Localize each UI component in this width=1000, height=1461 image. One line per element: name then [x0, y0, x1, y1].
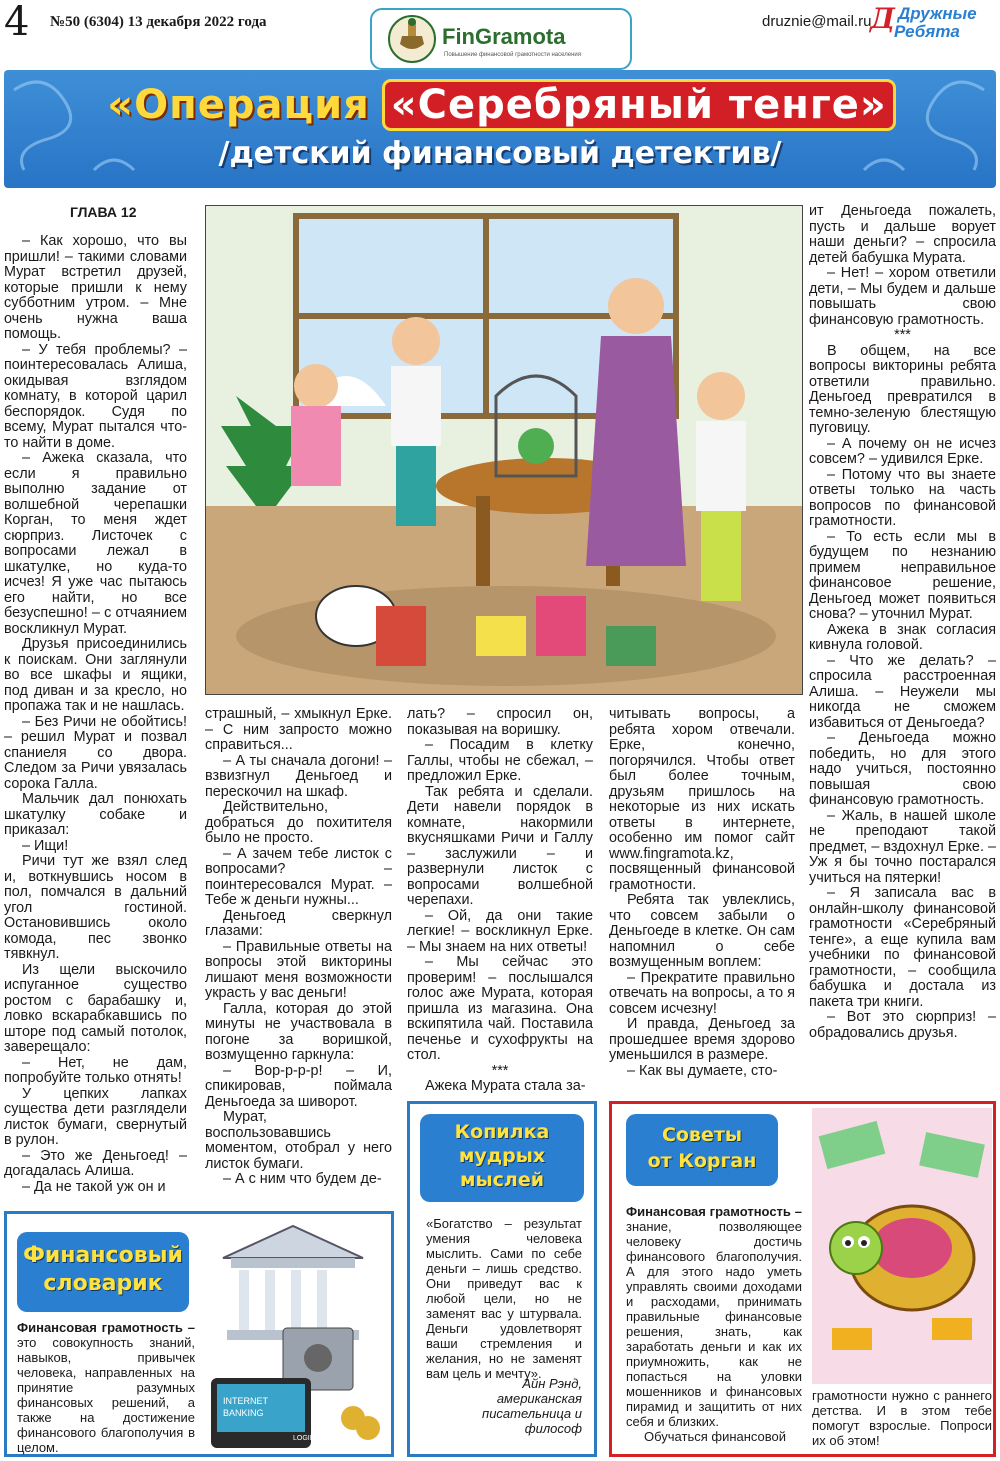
paragraph: Из щели выскочило испуганное существо ростом с барабашку и, ловко вскарабкавшись по шторе под самый потолок, заверещало: [4, 961, 187, 1055]
separator: *** [894, 327, 911, 343]
paragraph: – Что же делать? – спросила расстроенная Алиша. – Неужели мы никогда не сможем избавиться от Деньгоеда? [809, 652, 996, 731]
paragraph: – А с ним что будем де- [223, 1171, 382, 1187]
dictionary-title-line1: Финансовый [23, 1243, 183, 1268]
story-illustration [205, 205, 803, 695]
article-column-4 [609, 707, 795, 1079]
paragraph: В общем, на все вопросы викторины ребята ответили правильно. Деньгоед превратился в темно-зеленую блестящую пуговицу. [809, 342, 996, 436]
article-column-3 [407, 707, 593, 1095]
paragraph: Так ребята и сделали. Дети навели порядок в комнате, накормили вкусняшками Ричи и Галлу – заслужили – и развернули листок с вопросами волшебной черепахи. [407, 783, 593, 908]
advice-text [626, 1204, 802, 1444]
paragraph: – То есть если мы в будущем по незнанию примем неправильное финансовое решение, Деньгоед может появиться снова? – уточнил Мурат. [809, 528, 996, 622]
badge-subtitle: Повышение финансовой грамотности населения [444, 52, 581, 58]
title-banner [4, 70, 996, 188]
quote-title-line2: мудрых [458, 1145, 546, 1167]
brand-bottom: Ребята [894, 22, 960, 41]
chapter-heading: ГЛАВА 12 [70, 204, 137, 220]
logo-letter-icon: Д [870, 2, 895, 35]
paragraph: – Жаль, в нашей школе не преподают такой предмет, – вздохнул Ерке. – Уж я бы точно постарался учиться на пятерки! [809, 807, 996, 886]
paragraph: – А ты сначала догони! – взвизгнул Деньгоед и перескочил на шкаф. [205, 752, 392, 800]
paragraph: – Вот это сюрприз! – обрадовались друзья. [809, 1009, 996, 1041]
paragraph: Ричи тут же взял след и, воткнувшись носом в пол, помчался в дальний угол гостиной. Остановившись около комода, пес звонко тявкнул. [4, 853, 187, 962]
paragraph: Ребята так увлеклись, что совсем забыли о Деньгоеде в клетке. Он сам напомнил о себе возмущенным воплем: [609, 892, 795, 970]
paragraph: ит Деньгоеда пожалеть, пусть и дальше ворует наши деньги? – спросила детей бабушка Мурата. [809, 203, 996, 266]
advice-title [626, 1114, 778, 1186]
laptop-text-1: INTERNET [223, 1396, 268, 1406]
paragraph: – Я записала вас в онлайн-школу финансовой грамотности «Серебряный тенге», а еще купила вам учебники по финансовой грамотности, – сообщила бабушка и достала из пакета три книги. [809, 885, 996, 1010]
quote-title-line3: мыслей [459, 1169, 545, 1191]
page-number: 4 [4, 0, 30, 45]
dictionary-term: Финансовая грамотность – [17, 1320, 195, 1335]
advice-body: знание, позволяющее человеку достичь финансового благополучия. А для этого надо уметь управлять своими доходами и расходами, принимать правильные финансовые решения, знать, как заработать деньги и как их приумножить, как не попасться на уловки мошенников и финансовых пирамид и защитить от них себя и близких. [626, 1219, 802, 1429]
paragraph: Деньгоед сверкнул глазами: [205, 907, 392, 939]
quote-author [426, 1376, 582, 1436]
paragraph: И правда, Деньгоед за прошедшее время здорово уменьшился в размере. [609, 1016, 795, 1063]
paragraph: – Без Ричи не обойтись! – решил Мурат и позвал спаниеля со двора. Следом за Ричи увязалась сорока Галла. [4, 713, 187, 792]
paragraph: – А зачем тебе листок с вопросами? – поинтересовался Мурат. – Тебе ж деньги нужны... [205, 845, 392, 908]
advice-text-continued: грамотности нужно с раннего детства. И в этом тебе помогут взрослые. Попроси их об этом! [812, 1388, 992, 1448]
paragraph: – Потому что вы знаете ответы только на часть вопросов по финансовой грамотности. [809, 466, 996, 529]
dictionary-box [4, 1211, 394, 1457]
paragraph: читывать вопросы, а ребята хором отвечали. Ерке, конечно, погорячился. Чтобы ответ был более точным, друзьям пришлось на некоторые из них искать ответы в интернете, особенно им помог сайт www.fingramota.kz, посвященный финансовой грамотности. [609, 706, 795, 893]
emblem-icon [386, 14, 438, 64]
brand-top: Дружные [898, 4, 977, 23]
banner-operation: «Операция [107, 82, 370, 128]
paragraph: Действительно, добраться до похитителя было не просто. [205, 799, 392, 846]
paragraph: – Мы сейчас это проверим! – послышался голос аже Мурата, которая пришла из магазина. Она вскипятила чай. Поставила печенье и сухофрукты на стол. [407, 954, 593, 1063]
paragraph: – Ищи! [22, 837, 69, 854]
paragraph: Галла, которая до этой минуты не участвовала в погоне за воришкой, возмущенно гаркнула: [205, 1000, 392, 1063]
paragraph: Мальчик дал понюхать шкатулку собаке и приказал: [4, 791, 187, 838]
quote-title [420, 1114, 584, 1202]
advice-term: Финансовая грамотность – [626, 1204, 802, 1219]
article-column-1 [4, 234, 187, 1195]
paragraph: – Как вы думаете, сто- [627, 1062, 778, 1079]
banner-line1 [4, 82, 996, 128]
advice-box [609, 1101, 996, 1457]
paragraph: – Прекратите правильно отвечать на вопросы, а то я совсем исчезну! [609, 969, 795, 1017]
paragraph: – Да не такой уж он и [22, 1178, 166, 1195]
paragraph: У цепких лапках существа дети разглядели листок бумаги, свернутый в рулон. [4, 1085, 187, 1148]
login-text: LOGIN [293, 1435, 315, 1442]
advice-title-line1: Советы [661, 1124, 743, 1146]
paragraph: Мурат, воспользовавшись моментом, отобрал у него листок бумаги. [205, 1109, 392, 1172]
quote-box [407, 1101, 597, 1457]
living-room-scene-icon [206, 206, 802, 694]
paragraph: – Ой, да они такие легкие! – воскликнул Ерке. – Мы знаем на них ответы! [407, 907, 593, 955]
laptop-text-2: BANKING [223, 1408, 264, 1418]
paragraph: – У тебя проблемы? – поинтересовалась Алиша, окидывая взглядом комнату, в которой царил беспорядок. Судя по всему, Мурат пытался что-то найти в доме. [4, 341, 187, 451]
issue-info: №50 (6304) 13 декабря 2022 года [50, 14, 267, 30]
paragraph: – Вор-р-р-р! – И, спикировав, поймала Деньгоеда за шиворот. [205, 1062, 392, 1110]
paragraph: – Ажека сказала, что если я правильно выполню задание от волшебной черепашки Корган, то меня ждет сюрприз. Листочек с вопросами лежал в шкатулке, но куда-то исчез! Я уже час пытаюсь его найти, но все безуспешно! – с отчаянием воскликнул Мурат. [4, 450, 187, 637]
paragraph: – Как хорошо, что вы пришли! – такими словами Мурат встретил друзей, которые пришли к нему субботним утром. – Мне очень нужна ваша помощь. [4, 233, 187, 342]
dictionary-title [17, 1232, 189, 1312]
quote-text: «Богатство – результат умения человека мыслить. Сами по себе деньги – лишь средство. Они приведут вас к любой цели, но не заменят вас у штурвала. Деньги удовлетворят ваши стремления и желания, но не заменят вам цель и мечту». [426, 1216, 582, 1381]
article-column-5 [809, 204, 996, 1041]
bank-finance-icon [203, 1218, 389, 1454]
separator: *** [491, 1062, 509, 1079]
turtle-icon [812, 1108, 992, 1384]
quote-author-desc: писательница и [482, 1406, 582, 1421]
paragraph: страшный, – хмыкнул Ерке. – С ним запросто можно справиться... [205, 706, 392, 753]
fingramota-badge [370, 8, 632, 70]
paragraph: – Нет, не дам, попробуйте только отнять! [4, 1054, 187, 1086]
paragraph: – Посадим в клетку Галлы, чтобы не сбежал, – предложил Ерке. [407, 737, 593, 784]
paragraph: – Это же Деньгоед! – догадалась Алиша. [4, 1147, 187, 1179]
paragraph: Друзья присоединились к поискам. Они заглянули во все шкафы и ящики, под диван и за кресло, но пропажа так и не нашлась. [4, 636, 187, 714]
turtle-illustration [812, 1108, 992, 1384]
paragraph: Ажека Мурата стала за- [425, 1078, 586, 1094]
banner-silver-tenge: «Серебряный тенге» [385, 82, 893, 128]
advice-title-line2: от Корган [647, 1150, 757, 1172]
quote-title-line1: Копилка [454, 1121, 550, 1143]
dictionary-text [17, 1320, 195, 1455]
quote-author-name: Айн Рэнд, [522, 1376, 582, 1391]
paragraph: – Нет! – хором ответили дети, – Мы будем и дальше повышать свою финансовую грамотность. [809, 265, 996, 328]
article-column-2 [205, 707, 392, 1188]
dictionary-definition: это совокупность знаний, навыков, привычек человека, направленных на принятие разумных финансовых решений, а также на достижение финансового благополучия в целом. [17, 1335, 195, 1455]
paragraph: – Деньгоеда можно победить, но для этого надо учиться, постоянно повышая свою финансовую грамотность. [809, 730, 996, 808]
quote-author-desc: американская [496, 1391, 582, 1406]
banner-subtitle: /детский финансовый детектив/ [218, 136, 782, 171]
dictionary-title-line2: словарик [43, 1271, 163, 1296]
advice-text-end: Обучаться финансовой [644, 1429, 787, 1444]
newspaper-logo [868, 2, 996, 46]
quote-author-desc: философ [524, 1421, 582, 1436]
paragraph: – Правильные ответы на вопросы этой викторины лишают меня возможности украсть у вас деньги! [205, 938, 392, 1001]
email-link[interactable]: druznie@mail.ru [762, 13, 872, 30]
paragraph: Ажека в знак согласия кивнула головой. [809, 621, 996, 653]
badge-title: FinGramota [442, 24, 566, 49]
paragraph: – А почему он не исчез совсем? – удивился Ерке. [809, 435, 996, 467]
paragraph: лать? – спросил он, показывая на воришку. [407, 706, 593, 738]
